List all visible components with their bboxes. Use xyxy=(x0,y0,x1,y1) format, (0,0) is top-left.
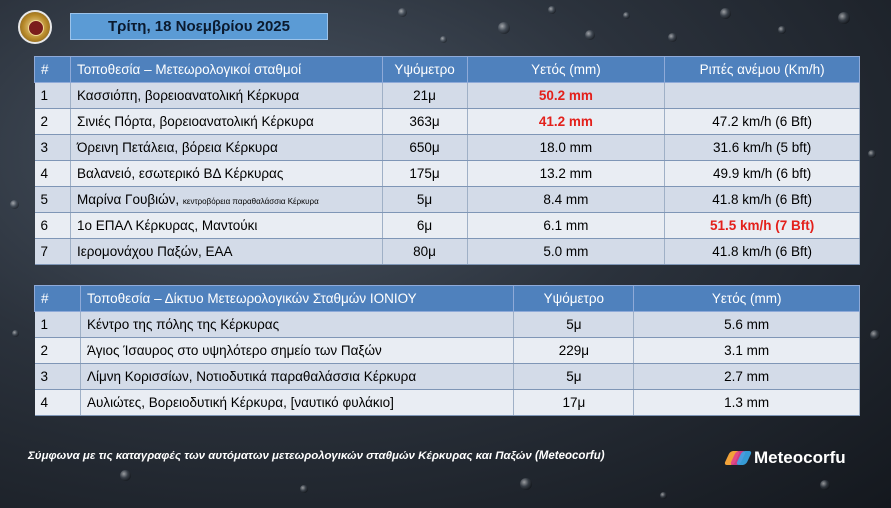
raindrop xyxy=(868,150,876,158)
row-rain: 1.3 mm xyxy=(634,390,860,416)
row-gust: 47.2 km/h (6 Bft) xyxy=(665,109,860,135)
row-rain: 8.4 mm xyxy=(467,187,665,213)
row-gust: 51.5 km/h (7 Bft) xyxy=(665,213,860,239)
raindrop xyxy=(870,330,880,340)
raindrop xyxy=(660,492,667,499)
col-header-rain: Υετός (mm) xyxy=(467,57,665,83)
row-location: Άγιος Ίσαυρος στο υψηλότερο σημείο των Παξών xyxy=(80,338,513,364)
row-number: 6 xyxy=(35,213,71,239)
brand-name: Meteocorfu xyxy=(754,448,846,467)
emblem-center xyxy=(28,20,44,36)
emblem-logo xyxy=(18,10,52,44)
table-row xyxy=(35,161,860,187)
row-rain: 2.7 mm xyxy=(634,364,860,390)
col-header-location: Τοποθεσία – Μετεωρολογικοί σταθμοί xyxy=(70,57,382,83)
row-gust xyxy=(665,83,860,109)
table-row xyxy=(35,187,860,213)
row-location: Σινιές Πόρτα, βορειοανατολική Κέρκυρα xyxy=(70,109,382,135)
col-header-altitude: Υψόμετρο xyxy=(382,57,467,83)
raindrop xyxy=(668,33,677,42)
row-rain: 3.1 mm xyxy=(634,338,860,364)
row-gust: 31.6 km/h (5 bft) xyxy=(665,135,860,161)
row-altitude: 650μ xyxy=(382,135,467,161)
row-number: 7 xyxy=(35,239,71,265)
meteocorfu-icon xyxy=(727,450,749,466)
row-altitude: 5μ xyxy=(382,187,467,213)
row-rain: 5.6 mm xyxy=(634,312,860,338)
raindrop xyxy=(520,478,532,490)
raindrop xyxy=(398,8,407,17)
row-gust: 41.8 km/h (6 Bft) xyxy=(665,239,860,265)
col-header-altitude: Υψόμετρο xyxy=(514,286,634,312)
row-number: 3 xyxy=(35,364,81,390)
row-number: 1 xyxy=(35,83,71,109)
row-altitude: 229μ xyxy=(514,338,634,364)
raindrop xyxy=(623,12,630,19)
raindrop xyxy=(585,30,595,40)
row-altitude: 80μ xyxy=(382,239,467,265)
row-number: 2 xyxy=(35,109,71,135)
col-header-gust: Ριπές ανέμου (Km/h) xyxy=(665,57,860,83)
raindrop xyxy=(838,12,850,24)
row-rain: 13.2 mm xyxy=(467,161,665,187)
row-rain: 50.2 mm xyxy=(467,83,665,109)
row-location: Βαλανειό, εσωτερικό ΒΔ Κέρκυρας xyxy=(70,161,382,187)
row-location-main: Μαρίνα Γουβιών, xyxy=(76,192,180,207)
table-header-row xyxy=(35,286,860,312)
table-row xyxy=(35,239,860,265)
col-header-number: # xyxy=(35,286,81,312)
row-location: Ιερομονάχου Παξών, ΕΑΑ xyxy=(70,239,382,265)
stations-table xyxy=(34,56,860,265)
col-header-rain: Υετός (mm) xyxy=(634,286,860,312)
raindrop xyxy=(820,480,830,490)
table-row xyxy=(35,338,860,364)
row-altitude: 6μ xyxy=(382,213,467,239)
col-header-location: Τοποθεσία – Δίκτυο Μετεωρολογικών Σταθμών ΙΟΝΙΟΥ xyxy=(80,286,513,312)
table-row xyxy=(35,83,860,109)
table-row xyxy=(35,135,860,161)
row-location-sub: κεντροβόρεια παραθαλάσσια Κέρκυρα xyxy=(182,197,319,206)
ionio-network-table xyxy=(34,285,860,416)
row-location: Όρεινη Πετάλεια, βόρεια Κέρκυρα xyxy=(70,135,382,161)
raindrop xyxy=(778,26,786,34)
row-location: Αυλιώτες, Βορειοδυτική Κέρκυρα, [ναυτικό φυλάκιο] xyxy=(80,390,513,416)
row-location: Κασσιόπη, βορειοανατολική Κέρκυρα xyxy=(70,83,382,109)
table-row xyxy=(35,364,860,390)
raindrop xyxy=(720,8,731,19)
row-altitude: 21μ xyxy=(382,83,467,109)
row-rain: 41.2 mm xyxy=(467,109,665,135)
row-number: 4 xyxy=(35,161,71,187)
row-location: Λίμνη Κορισσίων, Νοτιοδυτικά παραθαλάσσια Κέρκυρα xyxy=(80,364,513,390)
raindrop xyxy=(300,485,308,493)
row-rain: 5.0 mm xyxy=(467,239,665,265)
row-number: 1 xyxy=(35,312,81,338)
date-banner: Τρίτη, 18 Νοεμβρίου 2025 xyxy=(70,13,328,40)
row-gust: 49.9 km/h (6 bft) xyxy=(665,161,860,187)
table-row xyxy=(35,109,860,135)
col-header-number: # xyxy=(35,57,71,83)
row-gust: 41.8 km/h (6 Bft) xyxy=(665,187,860,213)
table-header-row xyxy=(35,57,860,83)
row-number: 4 xyxy=(35,390,81,416)
raindrop xyxy=(498,22,510,34)
row-number: 2 xyxy=(35,338,81,364)
row-location: Κέντρο της πόλης της Κέρκυρας xyxy=(80,312,513,338)
row-altitude: 175μ xyxy=(382,161,467,187)
brand-logo xyxy=(727,448,846,468)
raindrop xyxy=(10,200,19,209)
row-location xyxy=(70,187,382,213)
row-altitude: 17μ xyxy=(514,390,634,416)
table-row xyxy=(35,213,860,239)
raindrop xyxy=(12,330,19,337)
row-altitude: 5μ xyxy=(514,312,634,338)
row-altitude: 363μ xyxy=(382,109,467,135)
raindrop xyxy=(440,36,447,43)
raindrop xyxy=(120,470,131,481)
table-row xyxy=(35,312,860,338)
source-footer: Σύμφωνα με τις καταγραφές των αυτόματων μετεωρολογικών σταθμών Κέρκυρας και Παξών (Meteocorfu) xyxy=(28,450,605,462)
row-rain: 18.0 mm xyxy=(467,135,665,161)
row-number: 5 xyxy=(35,187,71,213)
row-rain: 6.1 mm xyxy=(467,213,665,239)
table-row xyxy=(35,390,860,416)
row-location: 1ο ΕΠΑΛ Κέρκυρας, Μαντούκι xyxy=(70,213,382,239)
row-altitude: 5μ xyxy=(514,364,634,390)
row-number: 3 xyxy=(35,135,71,161)
raindrop xyxy=(548,6,556,14)
